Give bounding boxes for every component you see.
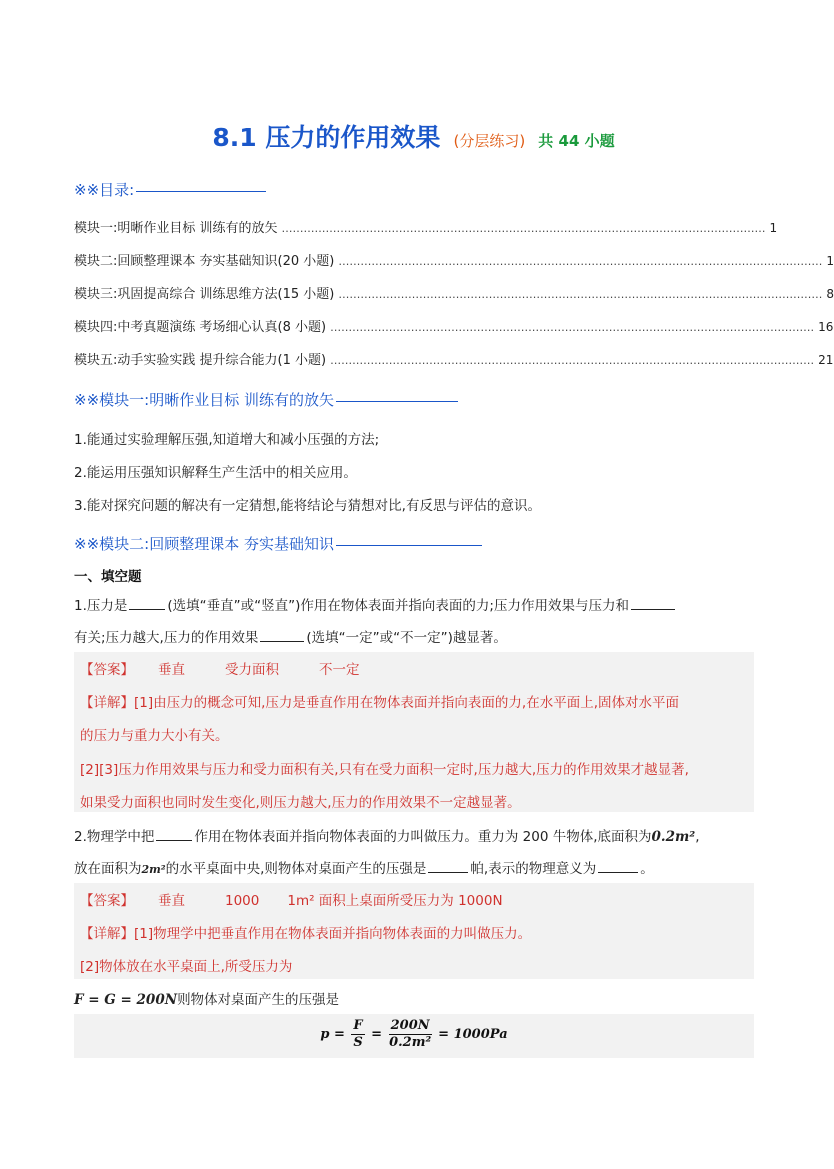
answer-tag: 【答案】 bbox=[80, 662, 134, 678]
q1-answer-box bbox=[74, 652, 754, 812]
pressure-formula-box bbox=[74, 1014, 754, 1058]
module2-heading-rule bbox=[336, 545, 482, 546]
fraction-values bbox=[389, 1018, 432, 1051]
q2-text: 放在面积为 bbox=[74, 861, 142, 877]
detail-tag: 【详解】 bbox=[80, 695, 134, 711]
module1-heading-rule bbox=[336, 401, 458, 402]
q1-detail-line: 如果受力面积也同时发生变化,则压力越大,压力的作用效果不一定越显著。 bbox=[80, 795, 521, 811]
answer-value: 垂直 bbox=[158, 662, 185, 678]
toc-leader-dots: …………………………………………………………………………………………………………………… bbox=[330, 354, 815, 367]
answer-blank[interactable] bbox=[156, 839, 192, 841]
toc-leader-dots: …………………………………………………………………………………………………………………… bbox=[281, 222, 766, 235]
q1-text: 1.压力是 bbox=[74, 598, 128, 614]
toc-item-page: 8 bbox=[826, 287, 834, 301]
q2-detail-line: [2]物体放在水平桌面上,所受压力为 bbox=[80, 959, 293, 975]
q1-text: (选填“垂直”或“竖直”)作用在物体表面并指向表面的力;压力作用效果与压力和 bbox=[167, 598, 629, 614]
goal-item: 1.能通过实验理解压强,知道增大和减小压强的方法; bbox=[74, 432, 380, 448]
goal-item: 2.能运用压强知识解释生产生活中的相关应用。 bbox=[74, 465, 357, 481]
q2-text: 帕,表示的物理意义为 bbox=[470, 861, 597, 877]
toc-leader-dots: …………………………………………………………………………………………………………………… bbox=[330, 321, 815, 334]
question-1-line-1 bbox=[74, 594, 754, 614]
q2-text: 作用在物体表面并指向物体表面的力叫做压力。重力为 200 牛物体,底面积为 bbox=[194, 829, 652, 845]
question-2-line-2 bbox=[74, 857, 754, 877]
answer-value: 1000 bbox=[225, 893, 260, 909]
answer-blank[interactable] bbox=[598, 871, 638, 873]
toc-item[interactable] bbox=[74, 283, 834, 302]
toc-item[interactable] bbox=[74, 217, 778, 236]
title-subtitle: (分层练习) bbox=[453, 132, 526, 150]
module1-heading bbox=[74, 389, 458, 410]
answer-value: 1m² 面积上桌面所受压力为 1000N bbox=[287, 893, 503, 909]
q1-detail-line: [2][3]压力作用效果与压力和受力面积有关,只有在受力面积一定时,压力越大,压力的作用效果才越显著, bbox=[80, 762, 689, 778]
q1-answer-line bbox=[80, 658, 400, 678]
answer-blank[interactable] bbox=[129, 608, 165, 610]
fraction-f-over-s bbox=[351, 1018, 364, 1051]
q1-detail-line bbox=[80, 691, 679, 711]
answer-blank[interactable] bbox=[260, 640, 304, 642]
q2-formula-line bbox=[74, 988, 754, 1008]
pressure-equation bbox=[74, 1018, 754, 1051]
toc-item-label: 模块三:巩固提高综合 训练思维方法(15 小题) bbox=[74, 287, 335, 302]
answer-value: 不一定 bbox=[319, 662, 360, 678]
answer-tag: 【答案】 bbox=[80, 893, 134, 909]
answer-value: 垂直 bbox=[158, 893, 185, 909]
toc-item-page: 16 bbox=[818, 320, 834, 334]
q2-text: 2.物理学中把 bbox=[74, 829, 155, 845]
q1-text: (选填“一定”或“不一定”)越显著。 bbox=[306, 630, 507, 646]
eq-rhs: = 1000Pa bbox=[438, 1027, 508, 1042]
q1-detail-line: 的压力与重力大小有关。 bbox=[80, 728, 229, 744]
q2-math: 0.2m² bbox=[651, 829, 696, 845]
detail-tag: 【详解】 bbox=[80, 926, 134, 942]
q2-detail-line bbox=[80, 922, 531, 942]
toc-heading-rule bbox=[136, 191, 266, 192]
toc-leader-dots: …………………………………………………………………………………………………………………… bbox=[338, 288, 823, 301]
q2-text: 的水平桌面中央,则物体对桌面产生的压强是 bbox=[165, 861, 427, 877]
q1-text: 有关;压力越大,压力的作用效果 bbox=[74, 630, 259, 646]
q2-answer-box bbox=[74, 883, 754, 979]
toc-item-page: 1 bbox=[826, 254, 834, 268]
toc-item-page: 21 bbox=[818, 353, 834, 367]
module2-heading-text: ※※模块二:回顾整理课本 夯实基础知识 bbox=[74, 535, 334, 553]
formula-text: 则物体对桌面产生的压强是 bbox=[177, 992, 340, 1008]
module2-heading bbox=[74, 533, 482, 554]
eq-equals: = bbox=[371, 1027, 383, 1042]
toc-item[interactable] bbox=[74, 316, 834, 335]
title-question-count: 共 44 小题 bbox=[538, 132, 615, 150]
toc-item-label: 模块五:动手实验实践 提升综合能力(1 小题) bbox=[74, 353, 327, 368]
eq-lhs: p = bbox=[320, 1027, 345, 1042]
question-1-line-2 bbox=[74, 626, 754, 646]
detail-text: [1]物理学中把垂直作用在物体表面并指向物体表面的力叫做压力。 bbox=[134, 926, 532, 942]
formula-f-g: F = G = 200N bbox=[74, 992, 178, 1008]
page-title bbox=[0, 118, 827, 154]
toc-item[interactable] bbox=[74, 250, 834, 269]
detail-text: [1]由压力的概念可知,压力是垂直作用在物体表面并指向表面的力,在水平面上,固体对水平面 bbox=[134, 695, 679, 711]
frac-denominator: S bbox=[353, 1035, 363, 1050]
q2-answer-line bbox=[80, 889, 503, 909]
toc-item[interactable] bbox=[74, 349, 834, 368]
title-main: 8.1 压力的作用效果 bbox=[212, 123, 441, 152]
toc-item-label: 模块一:明晰作业目标 训练有的放矢 bbox=[74, 221, 278, 236]
q2-math: 2m² bbox=[141, 863, 166, 876]
question-2-line-1 bbox=[74, 825, 754, 845]
section-fill-in-blank: 一、填空题 bbox=[74, 569, 142, 585]
q2-text: 。 bbox=[640, 861, 654, 877]
goal-item: 3.能对探究问题的解决有一定猜想,能将结论与猜想对比,有反思与评估的意识。 bbox=[74, 498, 541, 514]
toc-item-label: 模块二:回顾整理课本 夯实基础知识(20 小题) bbox=[74, 254, 335, 269]
toc-leader-dots: …………………………………………………………………………………………………………………… bbox=[338, 255, 823, 268]
frac-numerator: F bbox=[353, 1018, 363, 1033]
toc-heading-text: ※※目录: bbox=[74, 181, 135, 199]
module1-heading-text: ※※模块一:明晰作业目标 训练有的放矢 bbox=[74, 391, 334, 409]
answer-value: 受力面积 bbox=[225, 662, 279, 678]
toc-item-page: 1 bbox=[769, 221, 778, 235]
frac-denominator: 0.2m² bbox=[389, 1035, 432, 1050]
answer-blank[interactable] bbox=[428, 871, 468, 873]
toc-heading bbox=[74, 179, 266, 200]
q2-text: , bbox=[695, 829, 700, 845]
toc-item-label: 模块四:中考真题演练 考场细心认真(8 小题) bbox=[74, 320, 327, 335]
frac-numerator: 200N bbox=[390, 1018, 430, 1033]
answer-blank[interactable] bbox=[631, 608, 675, 610]
